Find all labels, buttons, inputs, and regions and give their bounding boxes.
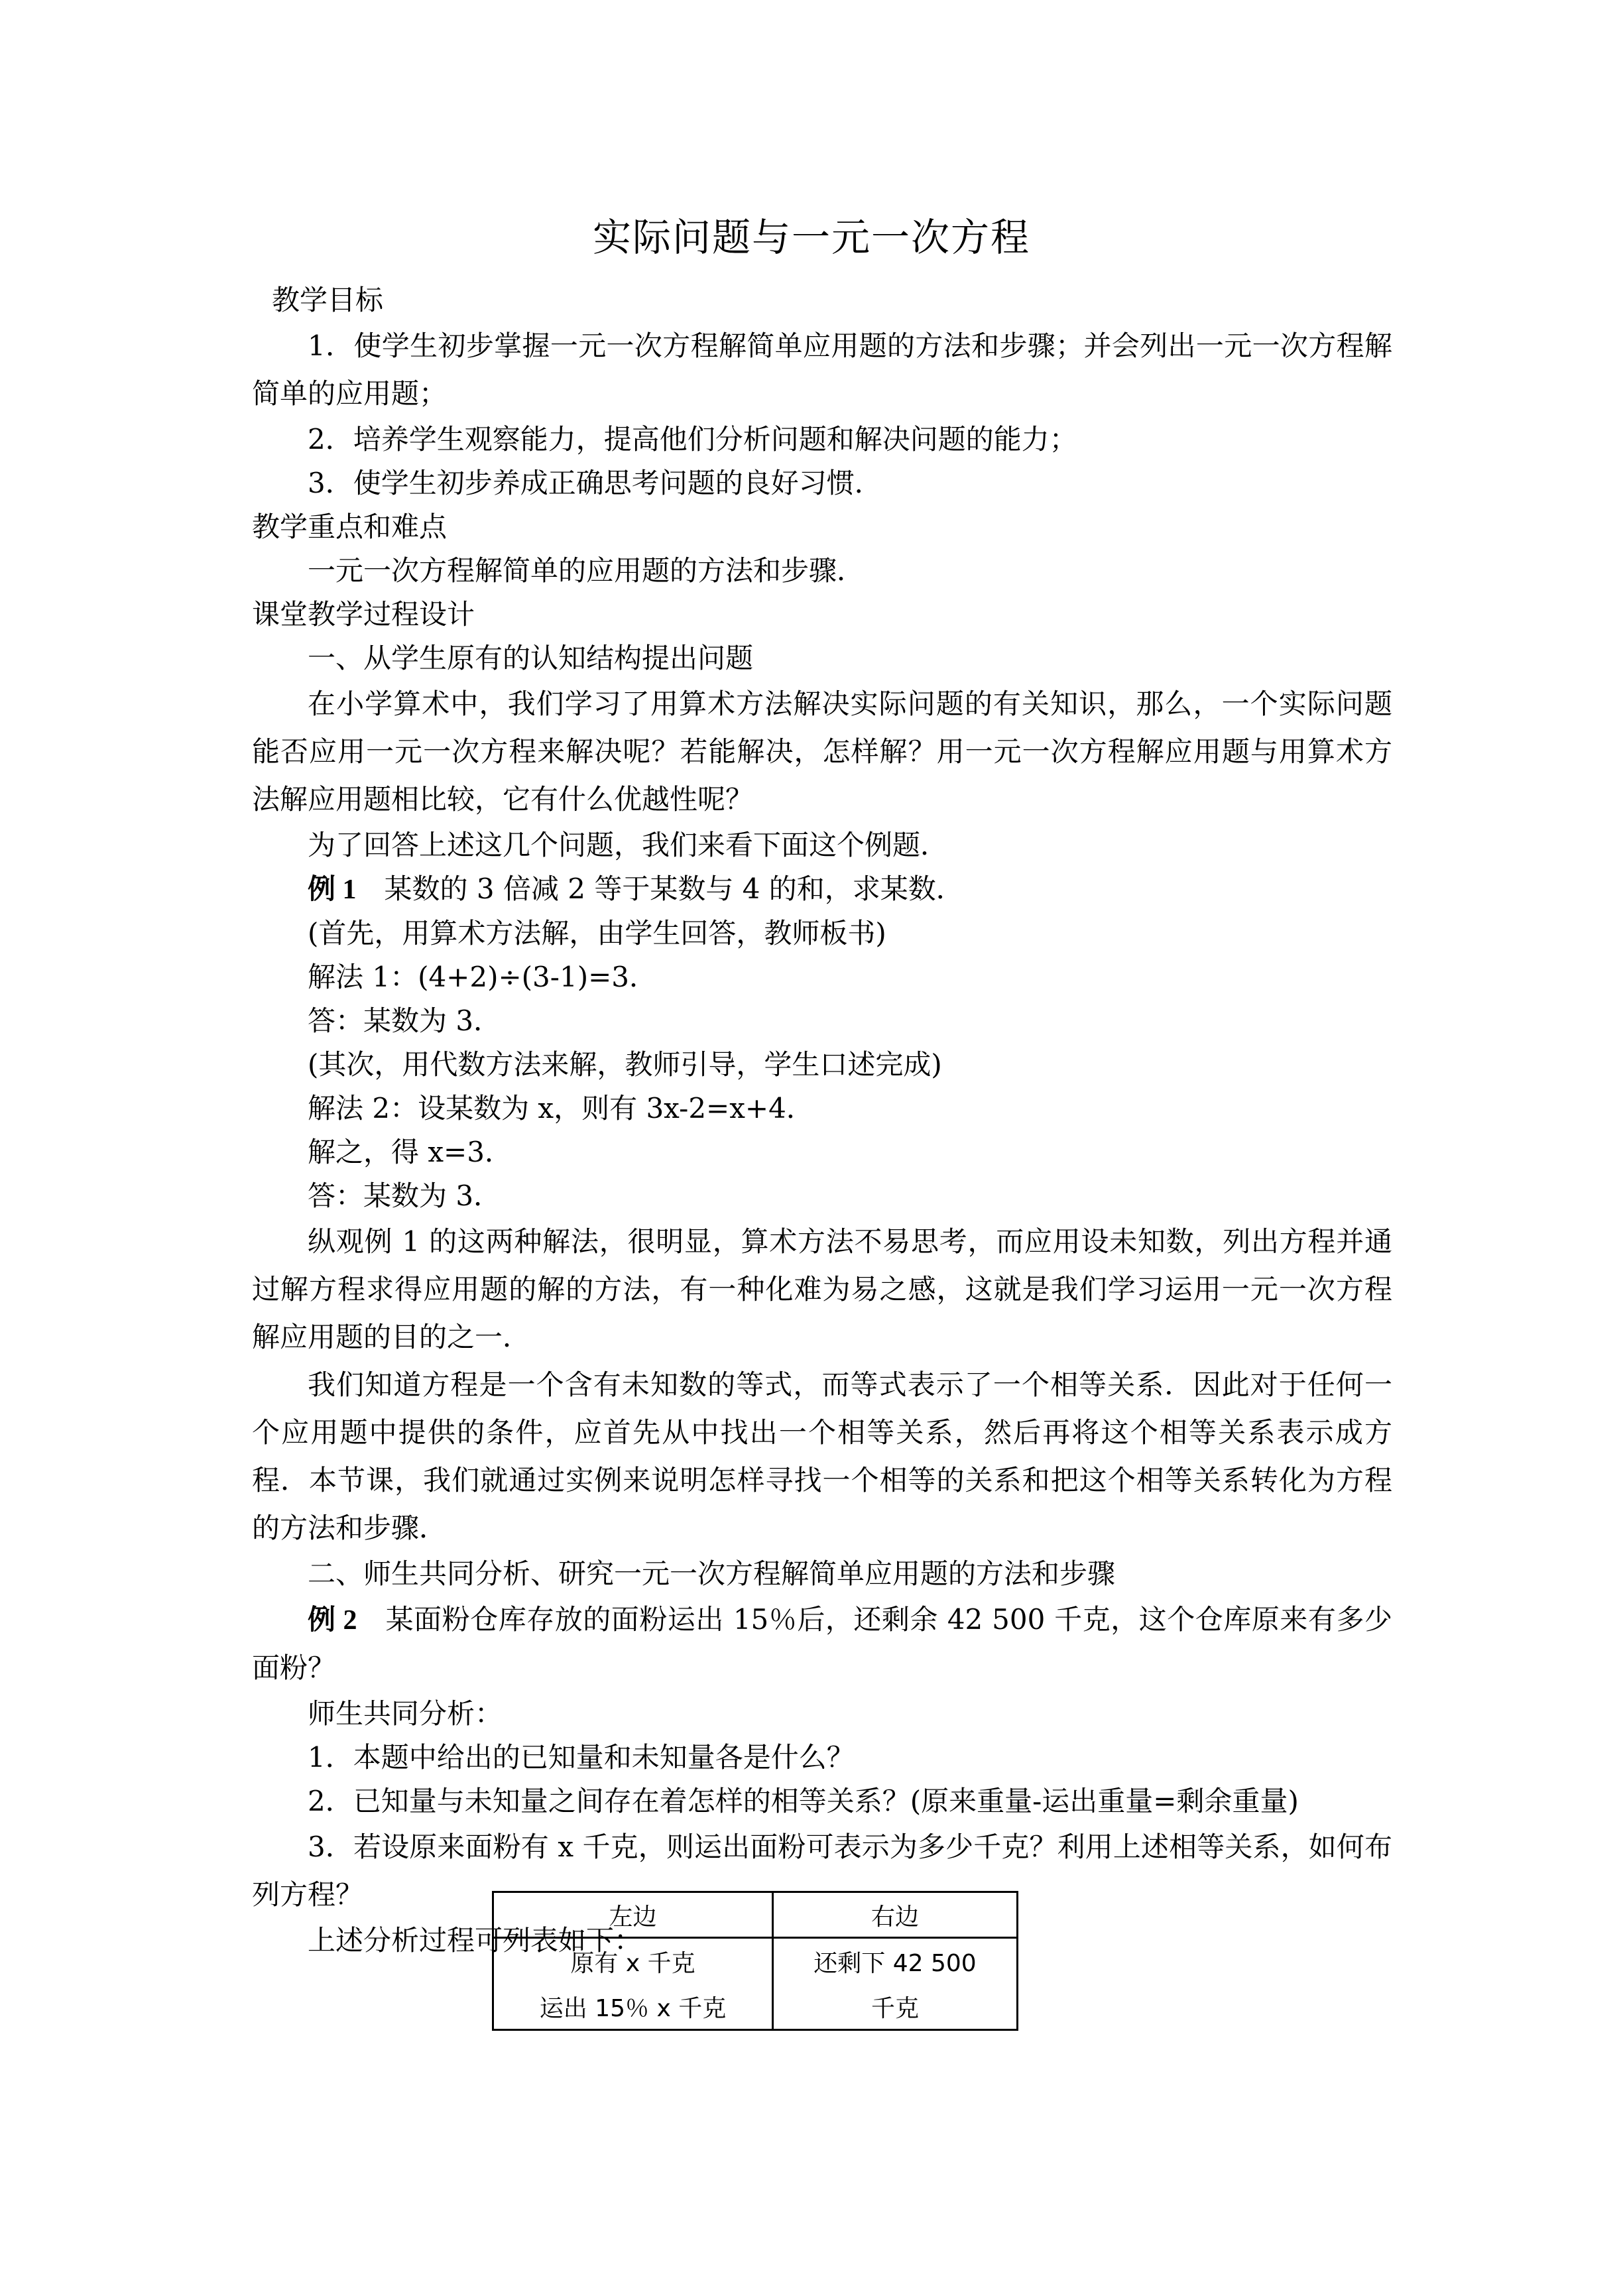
example-2 [252, 1596, 1392, 1692]
example-1 [252, 867, 1392, 912]
table-intro: 上述分析过程可列表如下： [308, 1924, 642, 1957]
example-text: 某数的 3 倍减 2 等于某数与 4 的和，求某数． [384, 873, 964, 905]
paragraph: 纵观例 1 的这两种解法，很明显，算术方法不易思考，而应用设未知数，列出方程并通过解方程求得应用题的解的方法，有一种化难为易之感，这就是我们学习运用一元一次方程解应用题的目的之一． [252, 1225, 1392, 1353]
objective-item: 1．使学生初步掌握一元一次方程解简单应用题的方法和步骤；并会列出一元一次方程解简单的应用题； [252, 330, 1392, 410]
solution-line: 解之，得 x=3． [308, 1136, 512, 1168]
question-item: 2．已知量与未知量之间存在着怎样的相等关系？(原来重量-运出重量=剩余重量) [308, 1785, 1299, 1817]
table-cell: 运出 15％ x 千克 [493, 1984, 773, 2030]
section-heading: 一、从学生原有的认知结构提出问题 [308, 642, 754, 674]
answer-line: 答：某数为 3． [308, 1004, 502, 1037]
paragraph: 我们知道方程是一个含有未知数的等式，而等式表示了一个相等关系．因此对于任何一个应用题中提供的条件，应首先从中找出一个相等关系，然后再将这个相等关系表示成方程．本节课，我们就通过实例来说明怎样寻找一个相等的关系和把这个相等关系转化为方程的方法和步骤． [252, 1368, 1392, 1544]
analysis-heading: 师生共同分析： [308, 1697, 503, 1730]
answer-line: 答：某数为 3． [308, 1179, 502, 1212]
table-row [493, 1984, 1018, 2030]
objective-item: 3．使学生初步养成正确思考问题的良好习惯． [308, 467, 882, 499]
paragraph: 在小学算术中，我们学习了用算术方法解决实际问题的有关知识，那么，一个实际问题能否应用一元一次方程来解决呢？若能解决，怎样解？用一元一次方程解应用题与用算术方法解应用题相比较，它有什么优越性呢？ [252, 688, 1392, 816]
table-cell: 还剩下 42 500 [773, 1938, 1018, 1984]
objective-item: 2．培养学生观察能力，提高他们分析问题和解决问题的能力； [308, 423, 1077, 455]
example-text: 某面粉仓库存放的面粉运出 15％后，还剩余 42 500 千克，这个仓库原来有多少面粉？ [252, 1603, 1392, 1684]
document-body [252, 278, 1392, 1963]
solution-line: 解法 1：(4+2)÷(3-1)=3． [308, 961, 657, 993]
question-item: 3．若设原来面粉有 x 千克，则运出面粉可表示为多少千克？利用上述相等关系，如何布列方程？ [252, 1831, 1392, 1911]
question-item: 1．本题中给出的已知量和未知量各是什么？ [308, 1741, 855, 1774]
table-cell: 千克 [773, 1984, 1018, 2030]
example-label: 例 1 [308, 875, 357, 905]
solution-line: 解法 2：设某数为 x，则有 3x-2=x+4． [308, 1092, 814, 1124]
note: (其次，用代数方法来解，教师引导，学生口述完成) [308, 1048, 942, 1081]
analysis-table [492, 1891, 1018, 2031]
keypoints-text: 一元一次方程解简单的应用题的方法和步骤． [308, 554, 865, 587]
table-header-left: 左边 [493, 1892, 773, 1938]
note: (首先，用算术方法解，由学生回答，教师板书) [308, 917, 886, 949]
table-header-row [493, 1892, 1018, 1938]
section-heading: 二、师生共同分析、研究一元一次方程解简单应用题的方法和步骤 [308, 1557, 1116, 1590]
page-title: 实际问题与一元一次方程 [592, 215, 1030, 260]
table-header-right: 右边 [773, 1892, 1018, 1938]
table-cell: 原有 x 千克 [493, 1938, 773, 1984]
example-label: 例 2 [308, 1605, 357, 1636]
objectives-heading: 教学目标 [272, 284, 384, 316]
table-row [493, 1938, 1018, 1984]
paragraph: 为了回答上述这几个问题，我们来看下面这个例题． [308, 829, 949, 861]
process-heading: 课堂教学过程设计 [252, 598, 475, 631]
keypoints-heading: 教学重点和难点 [252, 511, 448, 543]
